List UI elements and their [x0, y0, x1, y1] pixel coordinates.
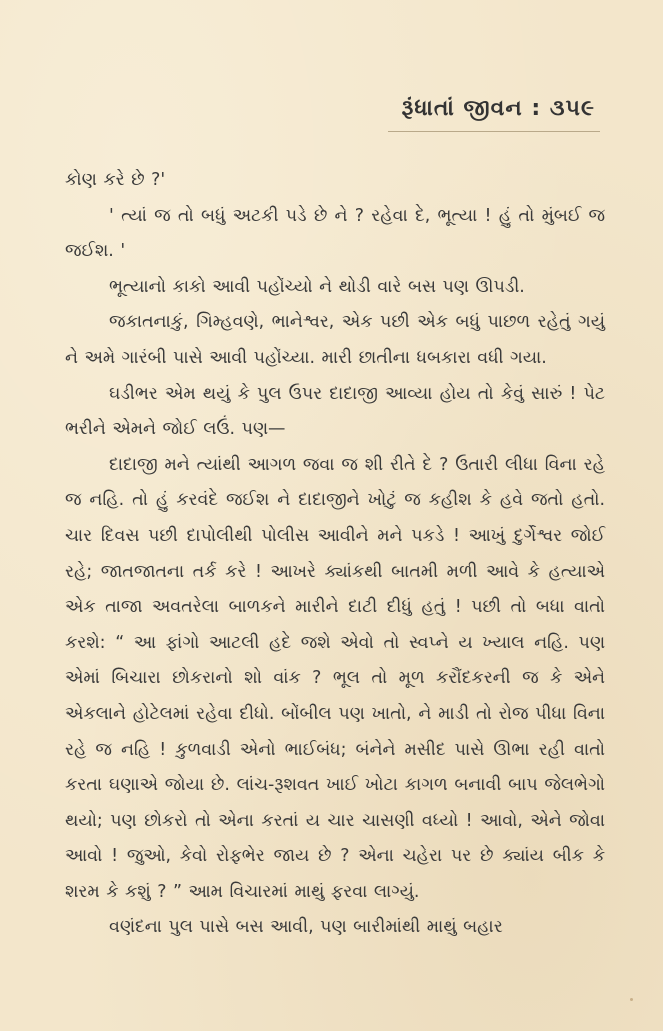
- page-body: [65, 163, 605, 946]
- paragraph: ભૂત્યાનો કાકો આવી પહોંચ્યો ને થોડી વારે બસ પણ ઊપડી.: [109, 276, 525, 297]
- paper-speck: [630, 998, 633, 1001]
- paragraph: જકાતનાકું, ગિમ્હવણે, ભાનેશ્વર, એક પછી એક બધું પાછળ રહેતું ગયું ને અમે ગારંબી પાસે આવી પહોંચ્યા. મારી છાતીના ધબકારા વધી ગયા.: [65, 312, 605, 368]
- paragraph: ઘડીભર એમ થયું કે પુલ ઉપર દાદાજી આવ્યા હોય તો કેવું સારું ! પેટ ભરીને એમને જોઈ લઉં. પણ—: [65, 383, 605, 440]
- paragraph: વણંદના પુલ પાસે બસ આવી, પણ બારીમાંથી માથું બહાર: [109, 917, 503, 938]
- paragraph: દાદાજી મને ત્યાંથી આગળ જવા જ શી રીતે દે ? ઉતારી લીધા વિના રહે જ નહિ. તો હું કરવંદે જઈશ ને દાદાજીને ખોટું જ કહીશ કે હવે જતો હતો. ચાર દિવસ પછી દાપોલીથી પોલીસ આવીને મને પકડે ! આખું દુર્ગેશ્વર જોઈ રહે; જાતજાતના તર્ક કરે ! આખરે ક્યાંકથી બાતમી મળી આવે કે હત્યાએ એક તાજા અવતરેલા બાળકને મારીને દાટી દીધું હતું ! પછી તો બધા વાતો કરશે: “ આ ફાંગો આટલી હદે જશે એવો તો સ્વપ્ને ય ખ્યાલ નહિ. પણ એમાં બિચારા છોકરાનો શો વાંક ? ભૂલ તો મૂળ કરૌંદકરની જ કે એને એકલાને હોટેલમાં રહેવા દીધો. બોંબીલ પણ ખાતો, ને માડી તો રોજ પીધા વિના રહે જ નહિ ! કુળવાડી એનો ભાઈબંધ; બંનેને મસીદ પાસે ઊભા રહી વાતો કરતા ઘણાએ જોયા છે. લાંચ-રૂશવત ખાઈ ખોટા કાગળ બનાવી બાપ જેલભેગો થયો; પણ છોકરો તો એના કરતાં ય ચાર ચાસણી વધ્યો ! આવો, એને જોવા આવો ! જુઓ, કેવો રોફભેર જાય છે ? એના ચહેરા પર છે ક્યાંય બીક કે શરમ કે કશું ? ” આમ વિચારમાં માથું ફરવા લાગ્યું.: [65, 454, 605, 902]
- paragraph: ' ત્યાં જ તો બધું અટકી પડે છે ને ? રહેવા દે, ભૂત્યા ! હું તો મુંબઈ જ જઈશ. ': [65, 205, 605, 262]
- running-header: રૂંધાતાં જીવન : ૩૫૯: [401, 96, 595, 121]
- header-underline: [388, 131, 600, 132]
- paragraph: કોણ કરે છે ?': [65, 170, 166, 190]
